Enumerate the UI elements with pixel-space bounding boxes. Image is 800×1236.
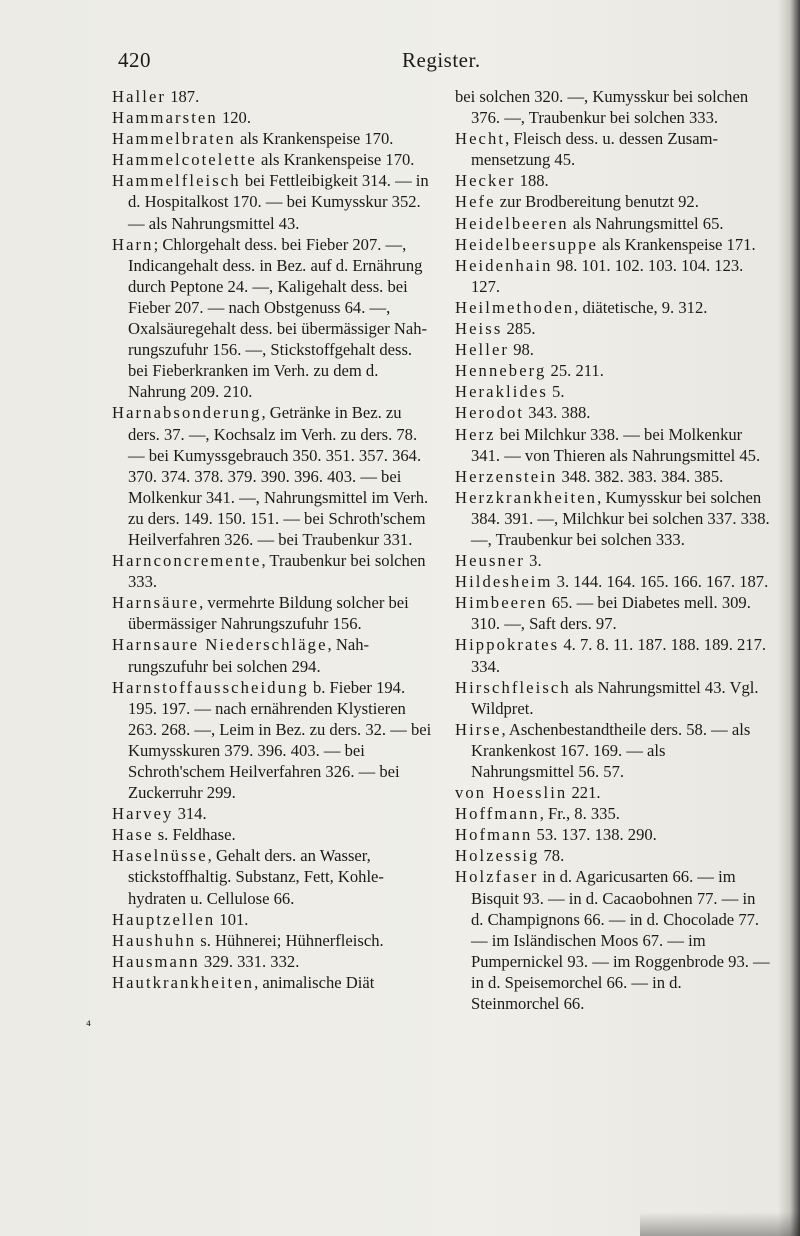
- index-entry: [112, 234, 432, 403]
- margin-mark: ⁴: [86, 1019, 91, 1034]
- index-entry: [112, 149, 432, 170]
- index-entry: [112, 930, 432, 951]
- index-term: Herz: [455, 424, 496, 444]
- index-entry: [455, 255, 770, 297]
- index-entry: [455, 824, 770, 845]
- index-entry: [112, 128, 432, 149]
- index-term: Harn: [112, 234, 154, 254]
- index-term: Hirse: [455, 719, 502, 739]
- index-entry: [455, 86, 770, 128]
- index-term: Himbeeren: [455, 593, 548, 613]
- index-entry: [112, 550, 432, 592]
- index-term: Hecker: [455, 171, 516, 191]
- index-term: Harnsaure Niederschläge: [112, 635, 328, 655]
- index-references: in d. Agaricusarten 66. — im Bisquit 93. — in d. Cacaobohnen 77. — in d. Champignons 66. — in d. Chocolade 77. — im Isländischen Moos 67. — im Pumpernickel 93. — im Roggenbrode 93. — in d. Speisemorchel 66. — in d. Steinmorchel 66.: [471, 867, 770, 1014]
- index-references: 3.: [525, 551, 542, 571]
- index-entry: [112, 845, 432, 908]
- index-term: Harnsäure: [112, 593, 200, 613]
- index-term: von Hoesslin: [455, 783, 568, 803]
- index-references: zur Brodbereitung benutzt 92.: [495, 192, 699, 212]
- index-entry: [455, 487, 770, 550]
- running-title: Register.: [402, 48, 481, 72]
- index-entry: [455, 191, 770, 212]
- index-term: Harnstoffausscheidung: [112, 677, 309, 697]
- index-term: Hammarsten: [112, 108, 218, 128]
- index-entry: [455, 213, 770, 234]
- index-references: , animalische Diät: [254, 972, 375, 992]
- page-corner-shadow: [640, 1212, 800, 1236]
- index-references: als Nahrungsmittel 65.: [568, 213, 724, 233]
- index-entry: [455, 402, 770, 423]
- index-references: , Nahrungszufuhr bei solchen 294.: [128, 635, 370, 676]
- index-references: 285.: [502, 319, 536, 339]
- index-term: Holzfaser: [455, 867, 539, 887]
- index-references: s. Feldhase.: [153, 825, 236, 845]
- index-entry: [112, 824, 432, 845]
- index-term: Hammelcotelette: [112, 150, 257, 170]
- index-references: b. Fieber 194. 195. 197. — nach ernährenden Klystieren 263. 268. —, Leim in Bez. zu ders. 32. — bei Kumysskuren 379. 396. 403. — bei Schroth'schem Heilverfahren 326. — bei Zuckerruhr 299.: [128, 677, 432, 803]
- index-term: Holzessig: [455, 846, 540, 866]
- index-references: 25. 211.: [546, 361, 604, 381]
- index-references: , Getränke in Bez. zu ders. 37. —, Kochsalz im Verh. zu ders. 78. — bei Kumyssgebrauch 350. 351. 357. 364. 370. 374. 378. 379. 390. 396. 403. — bei Molkenkur 341. —, Nahrungsmittel im Verh. zu ders. 149. 150. 151. — bei Schroth'schem Heilverfahren 326. — bei Traubenkur 331.: [128, 403, 429, 549]
- index-references: , Gehalt ders. an Wasser, stickstoffhaltig. Substanz, Fett, Kohlehydraten u. Cellulose 66.: [128, 846, 384, 908]
- index-entry: [112, 634, 432, 676]
- index-term: Harnconcremente: [112, 551, 262, 571]
- index-entry: [455, 128, 770, 170]
- index-entry: [112, 107, 432, 128]
- index-entry: [455, 170, 770, 191]
- index-references: 4. 7. 8. 11. 187. 188. 189. 217. 334.: [471, 635, 767, 676]
- index-references: bei Fettleibigkeit 314. — in d. Hospitalkost 170. — bei Kumysskur 352. — als Nahrungsmittel 43.: [128, 171, 429, 233]
- index-term: Hautkrankheiten: [112, 972, 255, 992]
- index-entry: [455, 466, 770, 487]
- index-term: Hammelfleisch: [112, 171, 241, 191]
- index-entry: [455, 803, 770, 824]
- index-references: 221.: [567, 783, 601, 803]
- index-references: , diätetische, 9. 312.: [574, 297, 708, 317]
- index-references: , Aschenbestandtheile ders. 58. — als Krankenkost 167. 169. — als Nahrungsmittel 56. 57.: [471, 719, 751, 781]
- index-term: Hippokrates: [455, 635, 560, 655]
- page-number: 420: [118, 48, 151, 72]
- index-entry: [112, 86, 432, 107]
- index-references: 314.: [173, 804, 207, 824]
- index-term: Hase: [112, 825, 154, 845]
- index-entry: [455, 297, 770, 318]
- index-references: als Krankenspeise 170.: [256, 150, 415, 170]
- index-entry: [112, 677, 432, 804]
- index-references: 120.: [217, 108, 251, 128]
- index-references: 65. — bei Diabetes mell. 309. 310. —, Saft ders. 97.: [471, 593, 751, 634]
- index-column-right: [455, 86, 770, 1014]
- index-references: 101.: [215, 909, 249, 929]
- index-entry: [455, 234, 770, 255]
- index-entry: [112, 402, 432, 550]
- index-references: 348. 382. 383. 384. 385.: [557, 466, 724, 486]
- index-term: Heiss: [455, 319, 503, 339]
- index-entry: [455, 381, 770, 402]
- index-term: Henneberg: [455, 361, 547, 381]
- index-entry: [112, 909, 432, 930]
- index-entry: [455, 592, 770, 634]
- index-references: 98. 101. 102. 103. 104. 123. 127.: [471, 255, 744, 296]
- index-references: 98.: [509, 340, 534, 360]
- index-entry: [455, 424, 770, 466]
- index-entry: [455, 866, 770, 1014]
- index-term: Herzenstein: [455, 466, 558, 486]
- index-term: Heilmethoden: [455, 297, 575, 317]
- index-entry: [112, 972, 432, 993]
- index-references: ; Chlorgehalt dess. bei Fieber 207. —, Indicangehalt dess. in Bez. auf d. Ernährung durch Peptone 24. —, Kaligehalt dess. bei Fieber 207. — nach Obstgenuss 64. —, Oxalsäuregehalt dess. bei übermässiger Nahrungszufuhr 156. —, Stickstoffgehalt dess. bei Fieberkranken im Verh. zu dem d. Nahrung 209. 210.: [128, 234, 428, 402]
- index-entry: [112, 951, 432, 972]
- index-term: Haselnüsse: [112, 846, 208, 866]
- page-header: [0, 48, 800, 82]
- index-entry: [455, 339, 770, 360]
- index-entry: [455, 550, 770, 571]
- index-column-left: [112, 86, 432, 993]
- index-term: Herodot: [455, 403, 525, 423]
- index-term: Hauptzellen: [112, 909, 216, 929]
- index-term: Hammelbraten: [112, 129, 236, 149]
- index-term: Heusner: [455, 551, 525, 571]
- index-term: Heidenhain: [455, 255, 553, 275]
- index-entry: [455, 571, 770, 592]
- index-term: Haushuhn: [112, 930, 197, 950]
- page-edge-shadow: [778, 0, 800, 1236]
- index-entry: [455, 719, 770, 782]
- index-entry: [455, 677, 770, 719]
- index-references: s. Hühnerei; Hühnerfleisch.: [196, 930, 384, 950]
- index-entry: [455, 634, 770, 676]
- index-entry: [112, 592, 432, 634]
- index-entry: [455, 318, 770, 339]
- index-term: Hefe: [455, 192, 496, 212]
- index-references: bei solchen 320. —, Kumysskur bei solchen 376. —, Traubenkur bei solchen 333.: [455, 87, 749, 128]
- index-references: als Krankenspeise 170.: [235, 129, 394, 149]
- index-entry: [455, 360, 770, 381]
- index-term: Hoffmann: [455, 804, 540, 824]
- index-references: , Fleisch dess. u. dessen Zusammensetzung 45.: [471, 129, 719, 170]
- index-references: 53. 137. 138. 290.: [532, 825, 657, 845]
- index-references: , Kumysskur bei solchen 384. 391. —, Milchkur bei solchen 337. 338. —, Traubenkur bei solchen 333.: [471, 487, 770, 549]
- index-entry: [112, 803, 432, 824]
- index-term: Herzkrankheiten: [455, 487, 598, 507]
- index-entry: [112, 170, 432, 233]
- index-term: Harnabsonderung: [112, 403, 262, 423]
- index-references: 5.: [547, 382, 565, 402]
- index-term: Hildesheim: [455, 572, 553, 592]
- index-references: , vermehrte Bildung solcher bei übermässiger Nahrungszufuhr 156.: [128, 593, 409, 634]
- index-term: Heller: [455, 340, 510, 360]
- index-term: Hirschfleisch: [455, 677, 571, 697]
- index-term: Hecht: [455, 129, 506, 149]
- index-references: bei Milchkur 338. — bei Molkenkur 341. — von Thieren als Nahrungsmittel 45.: [471, 424, 761, 465]
- index-term: Harvey: [112, 804, 174, 824]
- index-term: Heidelbeeren: [455, 213, 569, 233]
- index-term: Haller: [112, 87, 167, 106]
- index-references: , Fr., 8. 335.: [539, 804, 620, 824]
- index-references: 3. 144. 164. 165. 166. 167. 187.: [552, 572, 769, 592]
- index-entry: [455, 845, 770, 866]
- index-references: 343. 388.: [524, 403, 591, 423]
- index-references: 187.: [166, 87, 200, 106]
- index-references: 78.: [539, 846, 565, 866]
- index-term: Hausmann: [112, 951, 200, 971]
- index-references: als Nahrungsmittel 43. Vgl. Wildpret.: [471, 677, 759, 718]
- index-references: als Krankenspeise 171.: [598, 234, 756, 254]
- index-references: 188.: [515, 171, 549, 191]
- index-entry: [455, 782, 770, 803]
- index-references: 329. 331. 332.: [199, 951, 300, 971]
- index-term: Heidelbeersuppe: [455, 234, 598, 254]
- index-references: , Traubenkur bei solchen 333.: [128, 551, 426, 592]
- index-term: Heraklides: [455, 382, 548, 402]
- index-term: Hofmann: [455, 825, 533, 845]
